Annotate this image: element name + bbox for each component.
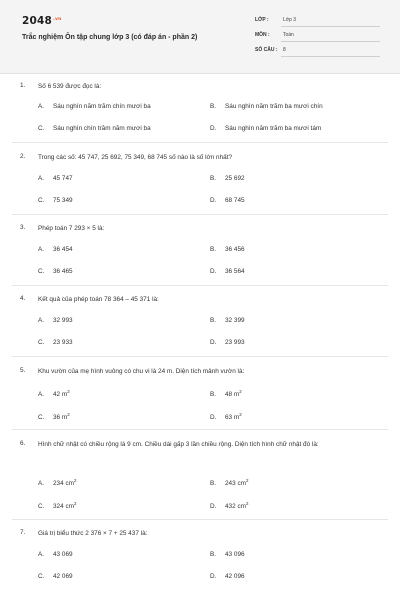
- question-divider: [12, 285, 388, 286]
- question-divider: [12, 214, 388, 215]
- option-letter: B.: [210, 103, 217, 110]
- option-b[interactable]: [210, 551, 245, 558]
- worksheet-title: Trắc nghiệm Ôn tập chung lớp 3 (có đáp án - phần 2): [22, 34, 198, 41]
- meta-subject-value: Toán: [283, 32, 294, 38]
- option-letter: C.: [38, 414, 45, 421]
- option-c[interactable]: [38, 573, 73, 580]
- meta-class-label: LỚP :: [255, 17, 269, 23]
- option-a[interactable]: [38, 478, 76, 487]
- option-a[interactable]: [38, 103, 151, 110]
- question-number: 1.: [20, 82, 26, 89]
- meta-count-label: SỐ CÂU :: [255, 47, 278, 53]
- option-c[interactable]: [38, 501, 76, 510]
- option-text: 36 m: [53, 414, 68, 421]
- meta-subject-label: MÔN :: [255, 32, 270, 38]
- worksheet-header: [0, 0, 400, 74]
- option-letter: B.: [210, 551, 217, 558]
- option-exponent: 2: [67, 412, 70, 417]
- option-letter: A.: [38, 480, 45, 487]
- question-number: 3.: [20, 224, 26, 231]
- question-divider: [12, 519, 388, 520]
- option-text: 234 cm: [53, 480, 74, 487]
- option-b[interactable]: [210, 478, 248, 487]
- option-letter: C.: [38, 197, 45, 204]
- meta-count: [255, 47, 380, 57]
- option-text: Sáu nghìn năm trăm ba mươi tám: [225, 125, 322, 132]
- option-text: 68 745: [225, 197, 245, 204]
- option-d[interactable]: [210, 197, 245, 204]
- option-text: 43 069: [53, 551, 73, 558]
- option-letter: C.: [38, 339, 45, 346]
- option-text: 36 465: [53, 268, 73, 275]
- option-exponent: 2: [73, 478, 77, 483]
- option-text: Sáu nghìn năm trăm ba mươi chín: [225, 103, 323, 110]
- option-text: 42 069: [53, 573, 73, 580]
- option-exponent: 2: [73, 501, 77, 506]
- option-d[interactable]: [210, 573, 245, 580]
- option-letter: A.: [38, 317, 45, 324]
- question-text: Giá trị biểu thức 2 376 × 7 + 25 437 là:: [38, 530, 148, 537]
- option-text: 75 349: [53, 197, 73, 204]
- option-c[interactable]: [38, 268, 73, 275]
- option-letter: C.: [38, 268, 45, 275]
- question-text: Khu vườn của mẹ hình vuông có chu vi là 24 m. Diện tích mảnh vườn là:: [38, 368, 245, 375]
- question-number: 4.: [20, 295, 26, 302]
- option-exponent: 2: [245, 501, 249, 506]
- meta-subject-line: [281, 41, 380, 42]
- option-letter: A.: [38, 551, 45, 558]
- option-letter: D.: [210, 414, 217, 421]
- option-letter: D.: [210, 503, 217, 510]
- option-b[interactable]: [210, 103, 323, 110]
- question-divider: [12, 429, 388, 430]
- option-text: 32 993: [53, 317, 73, 324]
- option-b[interactable]: [210, 246, 245, 253]
- meta-class: [255, 17, 380, 27]
- option-letter: B.: [210, 246, 217, 253]
- logo-tld: .vn: [53, 17, 62, 22]
- question-text: Hình chữ nhật có chiều rộng là 9 cm. Chiều dài gấp 3 lần chiều rộng. Diện tích hình chữ nhật đó là:: [38, 441, 319, 448]
- option-letter: C.: [38, 573, 45, 580]
- option-letter: A.: [38, 175, 45, 182]
- question-number: 7.: [20, 529, 26, 536]
- option-c[interactable]: [38, 339, 73, 346]
- option-a[interactable]: [38, 317, 73, 324]
- option-text: 36 564: [225, 268, 245, 275]
- option-text: 36 456: [225, 246, 245, 253]
- option-d[interactable]: [210, 339, 245, 346]
- option-letter: D.: [210, 197, 217, 204]
- meta-class-value: Lớp 3: [283, 17, 297, 23]
- meta-count-value: 8: [283, 47, 286, 53]
- option-text: 23 993: [225, 339, 245, 346]
- question-divider: [12, 142, 388, 143]
- option-exponent: 2: [67, 389, 70, 394]
- option-letter: B.: [210, 175, 217, 182]
- option-a[interactable]: [38, 246, 73, 253]
- option-text: 243 cm: [225, 480, 246, 487]
- option-text: 42 m: [53, 391, 68, 398]
- question-text: Kết quả của phép toán 78 364 – 45 371 là:: [38, 296, 159, 303]
- option-letter: D.: [210, 125, 217, 132]
- option-d[interactable]: [210, 412, 242, 421]
- option-letter: C.: [38, 503, 45, 510]
- option-a[interactable]: [38, 389, 70, 398]
- option-a[interactable]: [38, 175, 73, 182]
- question-number: 5.: [20, 367, 26, 374]
- option-letter: B.: [210, 317, 217, 324]
- site-logo[interactable]: [22, 15, 61, 27]
- option-letter: B.: [210, 480, 217, 487]
- option-letter: C.: [38, 125, 45, 132]
- option-text: 432 cm: [225, 503, 246, 510]
- option-b[interactable]: [210, 175, 245, 182]
- option-d[interactable]: [210, 501, 248, 510]
- option-c[interactable]: [38, 197, 73, 204]
- logo-text: 2048: [22, 15, 53, 27]
- option-exponent: 2: [239, 389, 242, 394]
- question-text: Trong các số: 45 747, 25 692, 75 349, 68 745 số nào là số lớn nhất?: [38, 154, 233, 161]
- option-text: 36 454: [53, 246, 73, 253]
- option-a[interactable]: [38, 551, 73, 558]
- meta-subject: [255, 32, 380, 42]
- question-number: 2.: [20, 153, 26, 160]
- option-d[interactable]: [210, 268, 245, 275]
- option-text: 32 399: [225, 317, 245, 324]
- option-text: 45 747: [53, 175, 73, 182]
- option-letter: B.: [210, 391, 217, 398]
- option-c[interactable]: [38, 412, 70, 421]
- option-letter: A.: [38, 246, 45, 253]
- option-letter: A.: [38, 391, 45, 398]
- option-text: 25 692: [225, 175, 245, 182]
- option-text: 324 cm: [53, 503, 74, 510]
- option-letter: A.: [38, 103, 45, 110]
- option-text: 23 933: [53, 339, 73, 346]
- option-text: Sáu nghìn chín trăm năm mươi ba: [53, 125, 151, 132]
- question-number: 6.: [20, 440, 26, 447]
- option-b[interactable]: [210, 317, 245, 324]
- option-letter: D.: [210, 268, 217, 275]
- option-letter: D.: [210, 573, 217, 580]
- option-c[interactable]: [38, 125, 151, 132]
- meta-class-line: [281, 26, 380, 27]
- question-text: Số 6 539 được đọc là:: [38, 83, 102, 90]
- option-b[interactable]: [210, 389, 242, 398]
- option-letter: D.: [210, 339, 217, 346]
- option-text: 48 m: [225, 391, 240, 398]
- option-text: 43 096: [225, 551, 245, 558]
- option-exponent: 2: [239, 412, 242, 417]
- question-text: Phép toán 7 293 × 5 là:: [38, 225, 105, 232]
- option-text: Sáu nghìn năm trăm chín mươi ba: [53, 103, 151, 110]
- option-d[interactable]: [210, 125, 321, 132]
- option-text: 63 m: [225, 414, 240, 421]
- question-divider: [12, 356, 388, 357]
- option-text: 42 096: [225, 573, 245, 580]
- meta-count-line: [281, 56, 380, 57]
- option-exponent: 2: [245, 478, 249, 483]
